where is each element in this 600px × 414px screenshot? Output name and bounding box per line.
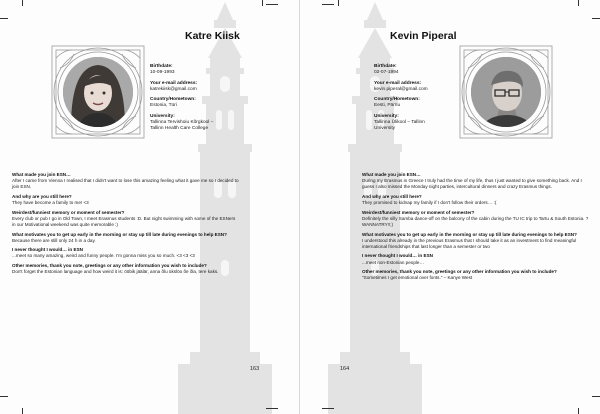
crop-mark [262,0,263,6]
bio-hometown: Country/Hometown: Estonia, Türi [150,97,196,109]
photo-frame [458,44,554,140]
answer: Because there are still only 24 h in a day. [12,237,96,243]
crop-mark [592,18,600,19]
crop-mark [322,408,334,409]
crop-mark [0,396,8,397]
question: Weirdest/funniest memory or moment of semester? [362,209,475,215]
crop-mark [22,408,23,414]
answer: Don't forget the Estonian language and how weird it is: ööbik jäälär, anna õlu ükslöo õe õla, tere kaks. [12,269,219,275]
qa-section [12,172,240,279]
answer: "Sometimes I get emotional over fonts." – Kanye West [362,275,473,281]
bio-email: Your e-mail address: kevin.piperal@gmail.com [374,80,428,92]
question: What motivates you to get up early in the morning or stay up till late during evenings to help ESN? [12,231,227,237]
crop-mark [592,396,600,397]
bio-university: University: Tallinna Tervishoiu Kõrgkool – Tallinn Health Care College [150,113,214,132]
bio-birthdate: Birthdate: 10-09-1993 [150,64,175,76]
bio-birthdate: Birthdate: 02-07-1994 [374,64,399,76]
question: What motivates you to get up early in the morning or stay up till late during evenings to help ESN? [362,231,577,237]
question: And why are you still here? [362,193,422,199]
question: Other memories, thank you note, greetings or any other information you wish to include? [12,263,207,269]
answer: Definitely the silly Samba dance-off on the balcony of the cabin during the TU IC trip to Tartu & South Estonia. ?WANNATRY!!;) [362,215,589,227]
answer: They have become a family to me! <3 [12,199,89,205]
bio-hometown: Country/Hometown: Eesti, Pärnu [374,97,420,109]
crop-mark [266,4,278,5]
question: I never thought I would… in ESN [362,253,433,259]
bio-email: Your e-mail address: katrekiisk@gmail.com [150,80,198,92]
answer: ...meet non-Estonian people… [362,259,425,265]
answer: They promised to kidnap my family if I don't follow their orders… :( [362,199,497,205]
answer: Every club or pub I go in Old Town, I meet Erasmus students :D. But night swimming with some of the ESNers in our Motivational weekend was quite memorable :) [12,215,236,227]
answer: After I came from Vienna I realised that I didn't want to lose this amazing feeling what it gave me so I decided to join ESN. [12,178,239,190]
crop-mark [338,0,339,6]
bio-university: University: Tallinna Ülikool – Tallinn University [374,113,425,132]
answer: ...meet so many amazing, weird and funny people. I'm gonna miss you so much. <3 <3 <3 [12,253,195,259]
question: What made you join ESN… [362,172,421,177]
question: What made you join ESN… [12,172,71,177]
crop-mark [322,4,334,5]
crop-mark [22,0,23,6]
crop-mark [0,18,8,19]
crop-mark [578,0,579,6]
qa-section [362,172,590,285]
question: Other memories, thank you note, greetings or any other information you wish to include? [362,269,557,275]
bio-block [150,64,270,137]
portrait-photo [63,57,133,127]
page-number: 163 [250,366,260,372]
question: I never thought I would… in ESN [12,247,83,253]
portrait-photo [471,57,541,127]
page-number: 164 [340,366,350,372]
person-name: Kevin Piperal [390,30,457,42]
person-name: Katre Kiisk [185,30,240,42]
crop-mark [266,408,278,409]
question: And why are you still here? [12,193,72,199]
photo-frame [50,44,146,140]
answer: I understood this already in the previous Erasmus that I should take it as an investment to find meaningful international friendships that last longer than a semester or two [362,237,577,249]
question: Weirdest/funniest memory or moment of semester? [12,209,125,215]
crop-mark [578,408,579,414]
right-page [300,0,600,414]
answer: During my Erasmus in Greece I truly had the time of my life, thus I just wanted to give something back. And I guess I also missed the Monday night parties, intercultural dinners and crazy Erasmus things. [362,178,582,190]
